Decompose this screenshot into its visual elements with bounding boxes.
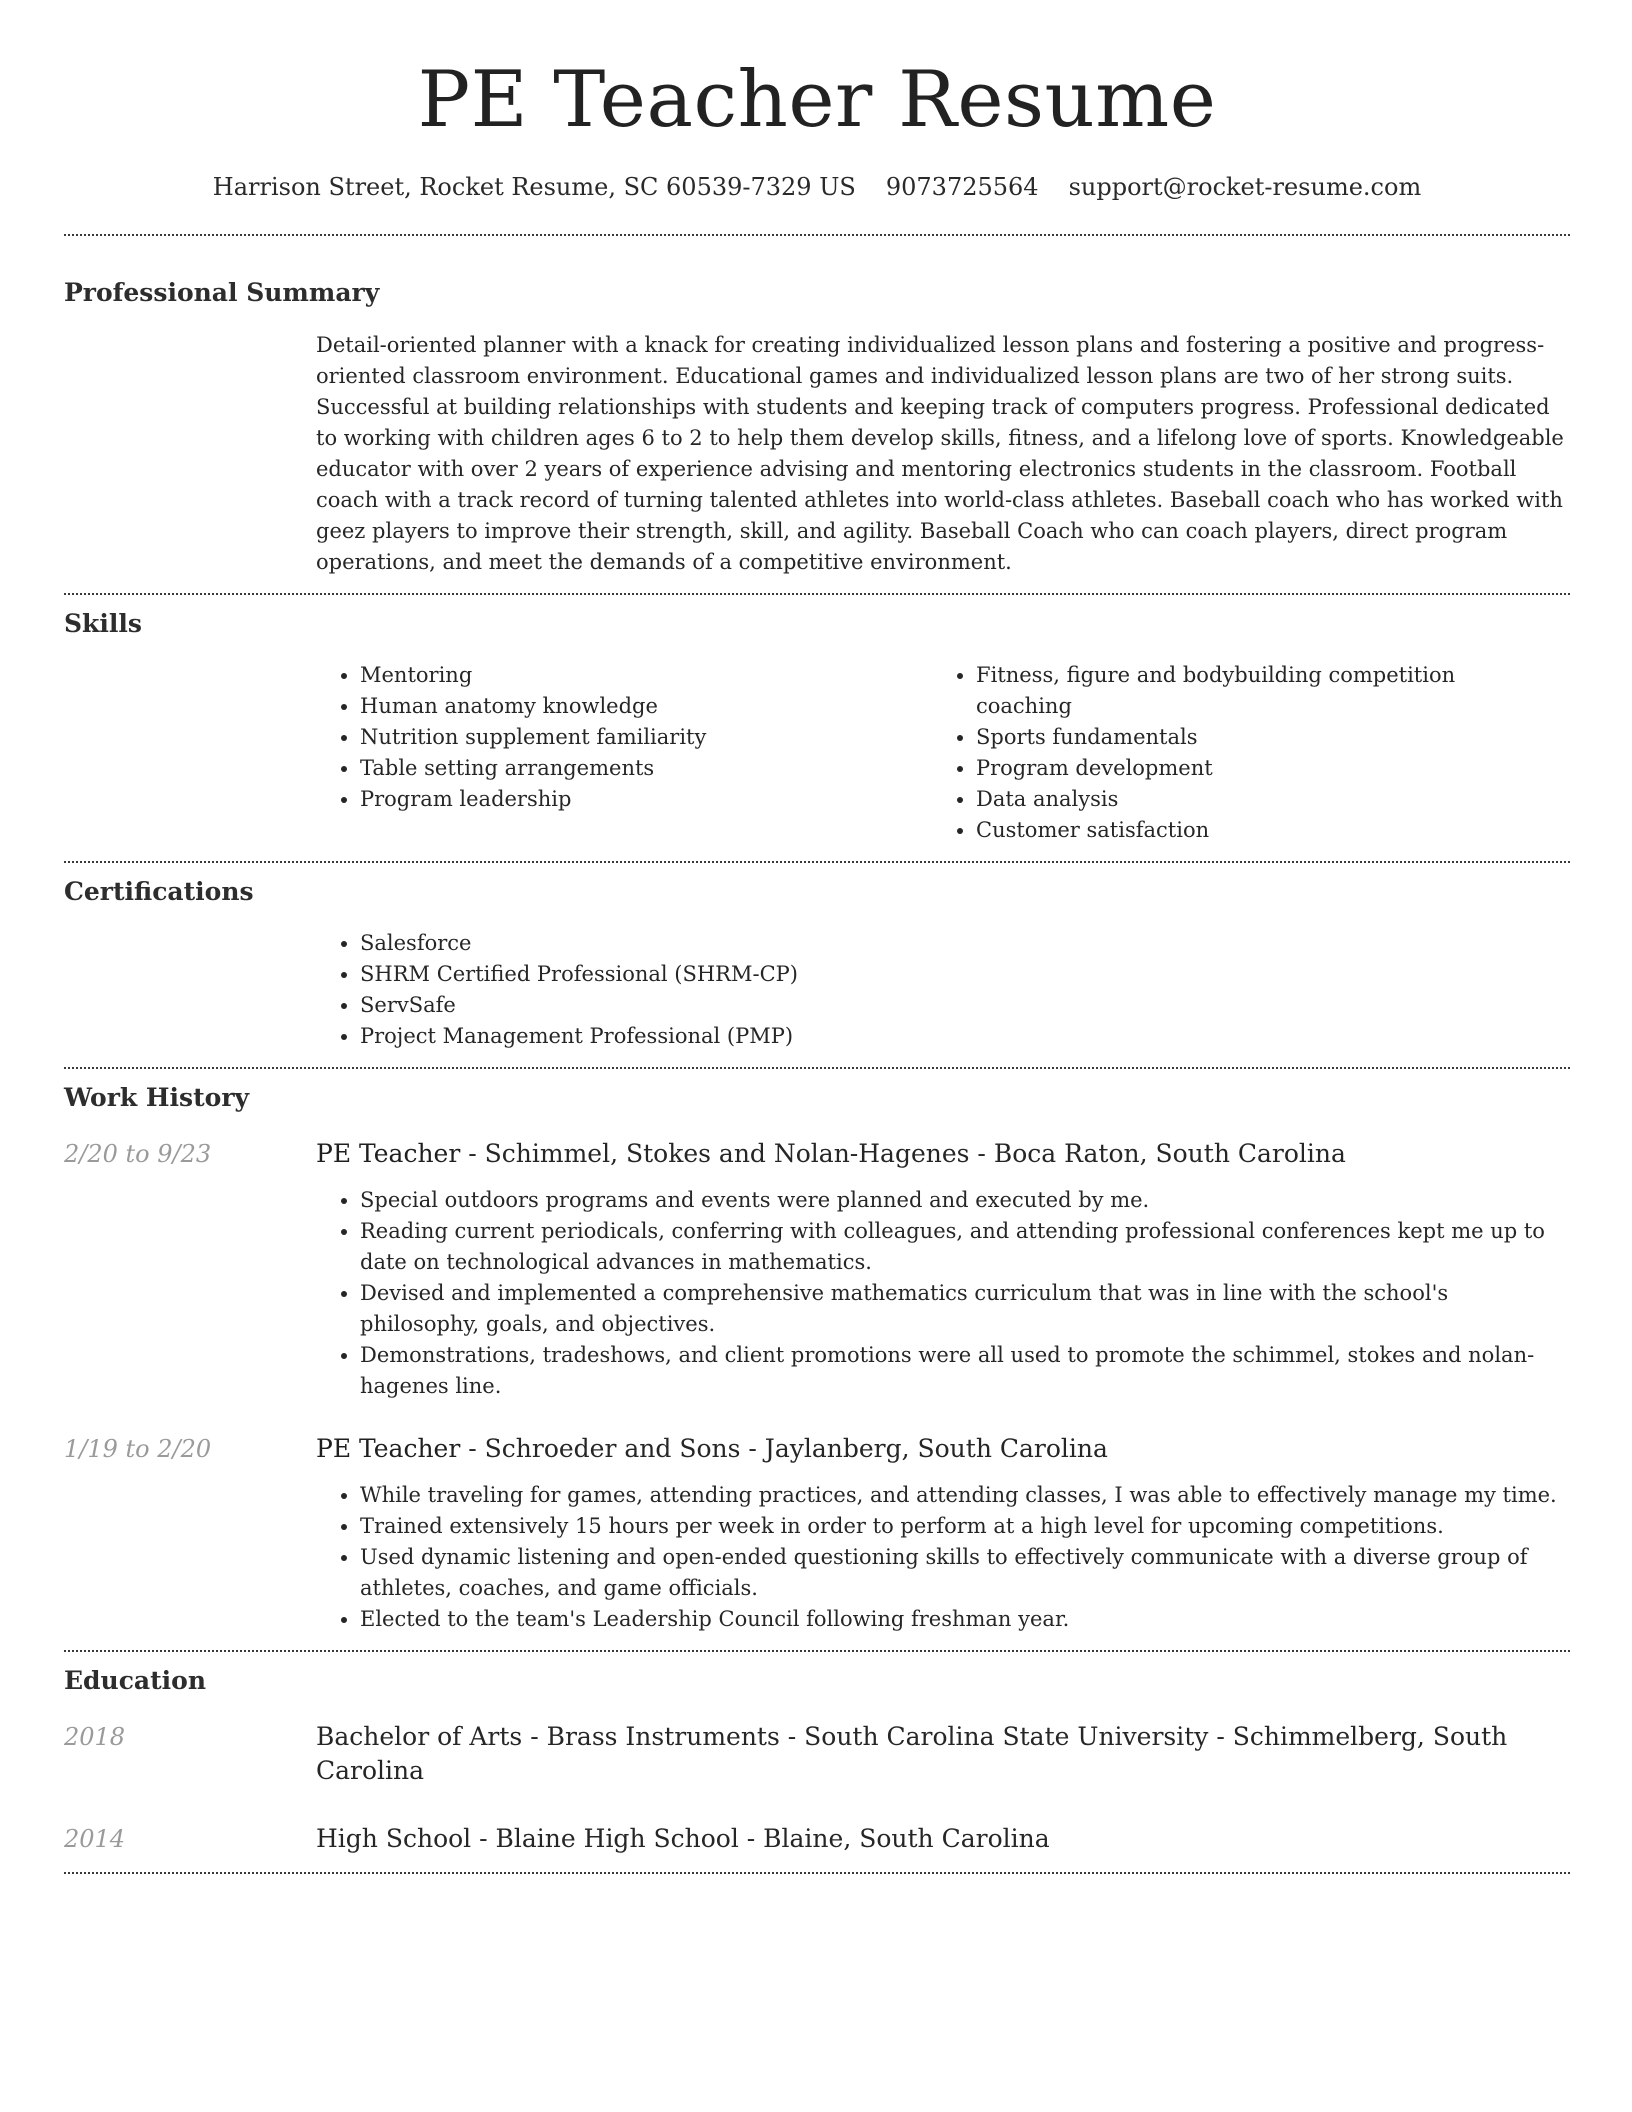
job-bullet: • Demonstrations, tradeshows, and client promotions were all used to promote the schimmel, stokes and nolan-hagenes line.: [360, 1340, 1570, 1402]
education-school: - South Carolina State University - Schimmelberg, South Carolina: [316, 1722, 1508, 1785]
skill-item: • Customer satisfaction: [976, 815, 1548, 846]
job-bullet: • While traveling for games, attending practices, and attending classes, I was able to effectively manage my time.: [360, 1480, 1570, 1511]
job-bullet: • Elected to the team's Leadership Council following freshman year.: [360, 1604, 1570, 1635]
skills-list-right: [932, 660, 1548, 846]
job-separator: -: [969, 1139, 994, 1168]
job-employer: Schimmel, Stokes and Nolan-Hagenes: [484, 1139, 970, 1168]
job-bullet: • Used dynamic listening and open-ended questioning skills to effectively communicate with a diverse group of athletes, coaches, and game officials.: [360, 1542, 1570, 1604]
contact-email: support@rocket-resume.com: [1068, 173, 1422, 201]
divider: [64, 861, 1570, 863]
skill-item: • Mentoring: [360, 660, 932, 691]
education-entry: [64, 1822, 1570, 1856]
skill-item: • Data analysis: [976, 784, 1548, 815]
summary-text: Detail-oriented planner with a knack for creating individualized lesson plans and fostering a positive and progress-oriented classroom environment. Educational games and individualized lesson plans are two of her strong suits. Successful at building relationships with students and keeping track of computers progress. Professional dedicated to working with children ages 6 to 2 to help them develop skills, fitness, and a lifelong love of sports. Knowledgeable educator with over 2 years of experience advising and mentoring electronics students in the classroom. Football coach with a track record of turning talented athletes into world-class athletes. Baseball coach who has worked with geez players to improve their strength, skill, and agility. Baseball Coach who can coach players, direct program operations, and meet the demands of a competitive environment.: [316, 333, 1564, 574]
divider: [64, 593, 1570, 595]
skill-item: • Nutrition supplement familiarity: [360, 722, 932, 753]
skill-item: • Human anatomy knowledge: [360, 691, 932, 722]
job-separator: -: [740, 1434, 765, 1463]
resume-title: PE Teacher Resume: [417, 55, 1217, 145]
education-year: 2018: [64, 1723, 126, 1751]
summary-section: [64, 276, 1570, 578]
section-title-education: Education: [64, 1666, 207, 1695]
job-bullet: • Devised and implemented a comprehensive mathematics curriculum that was in line with the school's philosophy, goals, and objectives.: [360, 1278, 1570, 1340]
certification-item: • Salesforce: [360, 928, 1570, 959]
education-heading: [316, 1822, 1050, 1856]
job-separator: -: [460, 1139, 485, 1168]
job-location: Jaylanberg, South Carolina: [764, 1434, 1108, 1463]
job-entry: [64, 1432, 1570, 1635]
education-section: [64, 1664, 1570, 1856]
certification-item: • Project Management Professional (PMP): [360, 1021, 1570, 1052]
job-employer: Schroeder and Sons: [484, 1434, 741, 1463]
contact-address: Harrison Street, Rocket Resume, SC 60539-7329 US: [212, 173, 856, 201]
skills-grid: [316, 660, 1570, 846]
education-degree: High School: [316, 1824, 472, 1853]
job-dates: 2/20 to 9/23: [64, 1140, 212, 1168]
education-year: 2014: [64, 1825, 126, 1853]
certifications-list: [316, 928, 1570, 1052]
divider: [64, 1650, 1570, 1652]
skill-item: • Program leadership: [360, 784, 932, 815]
skills-section: [64, 607, 1570, 846]
certification-item: • ServSafe: [360, 990, 1570, 1021]
section-title-work-history: Work History: [64, 1083, 250, 1112]
job-bullet: • Trained extensively 15 hours per week in order to perform at a high level for upcoming competitions.: [360, 1511, 1570, 1542]
job-bullet: • Special outdoors programs and events were planned and executed by me.: [360, 1185, 1570, 1216]
education-entry: [64, 1720, 1570, 1788]
skill-item: • Fitness, figure and bodybuilding competition coaching: [976, 660, 1548, 722]
job-role: PE Teacher: [316, 1139, 461, 1168]
contact-phone: 9073725564: [885, 173, 1039, 201]
education-school: - Blaine High School - Blaine, South Carolina: [471, 1824, 1050, 1853]
job-bullets: [316, 1480, 1570, 1635]
section-title-certifications: Certifications: [64, 877, 254, 906]
certification-item: • SHRM Certified Professional (SHRM-CP): [360, 959, 1570, 990]
skill-item: • Program development: [976, 753, 1548, 784]
job-entry: [64, 1137, 1570, 1402]
job-heading: [316, 1432, 1108, 1466]
divider: [64, 234, 1570, 236]
skill-item: • Table setting arrangements: [360, 753, 932, 784]
section-title-summary: Professional Summary: [64, 278, 380, 307]
skill-item: • Sports fundamentals: [976, 722, 1548, 753]
education-heading: [316, 1720, 1570, 1788]
job-separator: -: [460, 1434, 485, 1463]
work-history-section: [64, 1081, 1570, 1635]
job-role: PE Teacher: [316, 1434, 461, 1463]
skills-list-left: [316, 660, 932, 846]
section-title-skills: Skills: [64, 609, 142, 638]
certifications-section: [64, 875, 1570, 1052]
job-dates: 1/19 to 2/20: [64, 1435, 212, 1463]
contact-line: [64, 170, 1570, 204]
resume-page: [64, 0, 1570, 1874]
job-heading: [316, 1137, 1346, 1171]
education-degree: Bachelor of Arts - Brass Instruments: [316, 1722, 780, 1751]
job-location: Boca Raton, South Carolina: [993, 1139, 1346, 1168]
job-bullet: • Reading current periodicals, conferring with colleagues, and attending professional conferences kept me up to date on technological advances in mathematics.: [360, 1216, 1570, 1278]
divider: [64, 1067, 1570, 1069]
job-bullets: [316, 1185, 1570, 1402]
divider: [64, 1872, 1570, 1874]
